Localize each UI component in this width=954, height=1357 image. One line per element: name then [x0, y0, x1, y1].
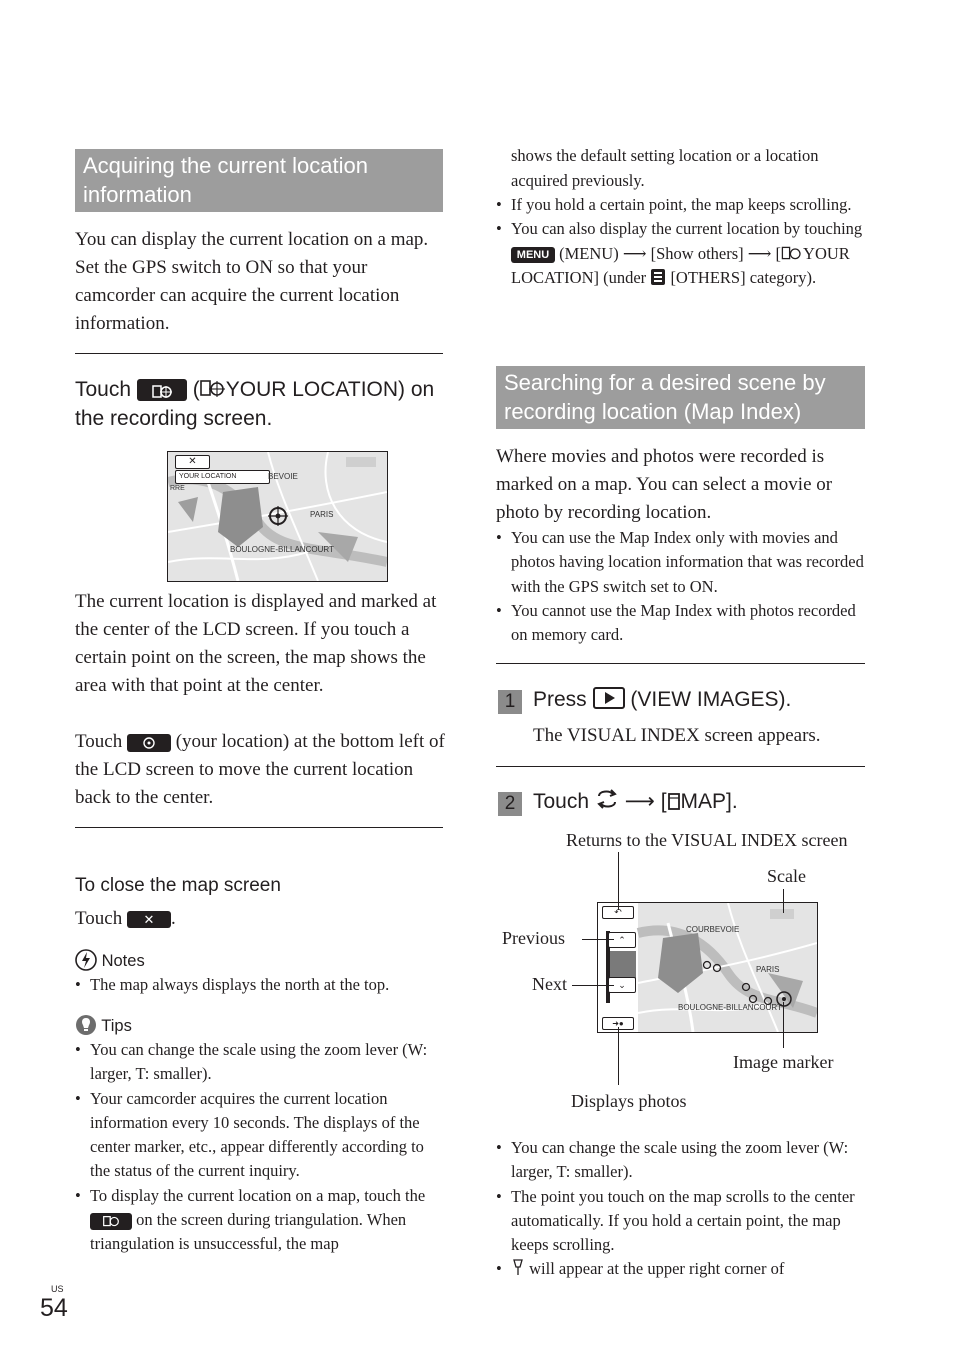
callout-displays-photos: Displays photos: [571, 1091, 687, 1111]
arrow-icon: ⟶: [622, 243, 647, 263]
menu-button-icon: MENU: [511, 247, 555, 263]
step2-touch: Touch: [533, 790, 590, 813]
step-number-2: 2: [498, 792, 522, 816]
notes-list: [75, 973, 443, 997]
intro-paragraph: You can display the current location on a map. Set the GPS switch to ON so that your camcorder can acquire the current location information.: [75, 229, 429, 334]
map-icon: [667, 791, 681, 811]
step1-view-images: (VIEW IMAGES).: [630, 688, 792, 711]
section-title: Searching for a desired scene by recording location (Map Index): [504, 370, 826, 424]
tips-list: [75, 1038, 443, 1257]
page-region: US: [51, 1284, 64, 1294]
list-item: • You can change the scale using the zoom lever (W: larger, T: smaller).: [75, 1038, 443, 1087]
list-item: • You can change the scale using the zoom lever (W: larger, T: smaller).: [496, 1136, 866, 1185]
map-index-graphic: [598, 903, 817, 1032]
step-touch-map: [533, 787, 738, 816]
map-index-bullets: [496, 526, 866, 647]
map-label-paris: PARIS: [756, 965, 780, 974]
close-map-instruction: [75, 905, 176, 933]
your-location-icon: [781, 245, 803, 261]
map-label-bevoie: BEVOIE: [268, 472, 298, 481]
list-item: • The map always displays the north at the top.: [75, 973, 443, 997]
list-item: [75, 1184, 443, 1257]
notes-label: Notes: [101, 952, 145, 970]
arrow-icon: ⟶: [624, 790, 655, 813]
touch-label: Touch: [75, 731, 123, 752]
step2-bracket: [: [660, 790, 667, 813]
bullet-display-f: [OTHERS] category).: [670, 267, 817, 287]
leader-previous: [582, 939, 614, 940]
your-location-button-icon: [137, 379, 187, 401]
others-category-icon: [650, 268, 666, 286]
step1-press: Press: [533, 688, 587, 711]
paren-open: (: [192, 378, 200, 401]
bullet-display-c: [Show others]: [650, 243, 744, 263]
touch-rest: (your location) at the bottom left of the LCD screen to move the current location back to the center.: [75, 731, 445, 808]
map-label-paris: PARIS: [310, 510, 334, 519]
callout-scale: Scale: [767, 866, 806, 886]
close-touch-label: Touch: [75, 908, 123, 929]
tip3-text-b: on the screen during triangulation. When triangulation is unsuccessful, the map: [90, 1210, 407, 1254]
leader-next: [572, 985, 614, 986]
step-press-view-images: [533, 685, 791, 714]
description-touch-paragraph: [75, 728, 447, 812]
list-item: • If you hold a certain point, the map keeps scrolling.: [496, 193, 866, 217]
notes-heading: [75, 949, 145, 973]
bullet-display-e: YOUR LOCATION] (under: [511, 243, 850, 287]
map-label-boulogne: BOULOGNE-BILLANCOURT: [230, 545, 334, 554]
bullet-display-d: [: [775, 243, 782, 263]
notes-icon: [75, 949, 97, 971]
continued-text: shows the default setting location or a location acquired previously.: [511, 146, 819, 190]
return-icon: ↶: [614, 907, 622, 917]
divider: [496, 766, 865, 767]
tips-icon: [75, 1014, 97, 1036]
divider: [75, 353, 443, 354]
arrow-icon: ⟶: [747, 243, 772, 263]
list-item: • You cannot use the Map Index with photos recorded on memory card.: [496, 599, 866, 648]
close-button[interactable]: [175, 455, 210, 469]
leader-returns: [618, 852, 619, 910]
callout-returns: Returns to the VISUAL INDEX screen: [566, 830, 848, 850]
close-dot: .: [170, 908, 176, 929]
tips-heading: [75, 1014, 132, 1038]
leader-image-marker: [783, 1002, 784, 1048]
step-paren-text: YOUR LOCATION) on the recording screen.: [75, 378, 435, 430]
your-location-button-icon: [90, 1213, 132, 1230]
tips-label: Tips: [101, 1017, 132, 1035]
callout-previous: Previous: [502, 928, 565, 948]
step2-map: MAP].: [680, 790, 738, 813]
photo-icon: ➜●: [612, 1019, 624, 1028]
step-touch-label: Touch: [75, 378, 132, 401]
map-index-screen: [597, 902, 818, 1033]
close-icon: ✕: [188, 456, 197, 467]
bullet-last-text: will appear at the upper right corner of: [529, 1259, 785, 1279]
page-number: 54: [40, 1294, 68, 1322]
bullet-display-a: You can also display the current location by touching: [511, 219, 863, 239]
previous-button[interactable]: [608, 932, 636, 948]
map-label-rre: RRE: [170, 485, 185, 492]
divider: [75, 827, 443, 828]
tip3-text-a: To display the current location on a map, touch the: [90, 1185, 426, 1205]
close-button-icon: ✕: [127, 911, 171, 928]
list-item: • The point you touch on the map scrolls to the center automatically. If you hold a certain point, the map keeps scrolling.: [496, 1185, 866, 1258]
list-item: • You can use the Map Index only with movies and photos having location information that was recorded with the GPS switch set to ON.: [496, 526, 866, 599]
map-label-boulogne: BOULOGNE-BILLANCOURT: [678, 1003, 782, 1012]
list-item: [496, 217, 866, 290]
chevron-up-icon: ⌃: [618, 935, 626, 945]
close-map-heading: To close the map screen: [75, 875, 281, 896]
your-location-button[interactable]: [175, 470, 270, 484]
section-title: Acquiring the current location information: [83, 153, 368, 207]
map-screen-current-location: [167, 451, 388, 582]
callout-next: Next: [532, 974, 567, 994]
list-item: • Your camcorder acquires the current location information every 10 seconds. The displays of the center marker, etc., appear differently according to the status of the current inquiry.: [75, 1087, 443, 1184]
bullet-display-b: (MENU): [559, 243, 619, 263]
step-number-1: 1: [498, 690, 522, 714]
callout-image-marker: Image marker: [733, 1052, 834, 1072]
view-images-icon: [593, 687, 625, 709]
map-index-notes: [496, 1136, 866, 1282]
continued-bullets: [496, 193, 866, 290]
chevron-down-icon: ⌄: [618, 980, 626, 990]
section-header-map-index: [496, 366, 865, 429]
description-paragraph: The current location is displayed and marked at the center of the LCD screen. If you touch a certain point on the screen, the map shows the area with that point at the center.: [75, 591, 437, 696]
section-header-current-location: [75, 149, 443, 212]
leader-displays-photos: [618, 1027, 619, 1085]
step-touch-your-location: [75, 375, 447, 433]
switch-view-icon: [595, 788, 619, 810]
your-location-center-button-icon: [127, 734, 171, 752]
leader-scale: [783, 889, 784, 913]
list-item: [496, 1257, 866, 1281]
map-index-intro: Where movies and photos were recorded is marked on a map. You can select a movie or photo by recording location.: [496, 446, 833, 523]
map-label-courbevoie: COURBEVOIE: [686, 925, 740, 934]
divider: [496, 663, 865, 664]
your-location-label: YOUR LOCATION: [179, 473, 237, 480]
your-location-icon: [200, 378, 226, 398]
step1-result: The VISUAL INDEX screen appears.: [533, 725, 821, 746]
pin-icon: [511, 1258, 525, 1276]
